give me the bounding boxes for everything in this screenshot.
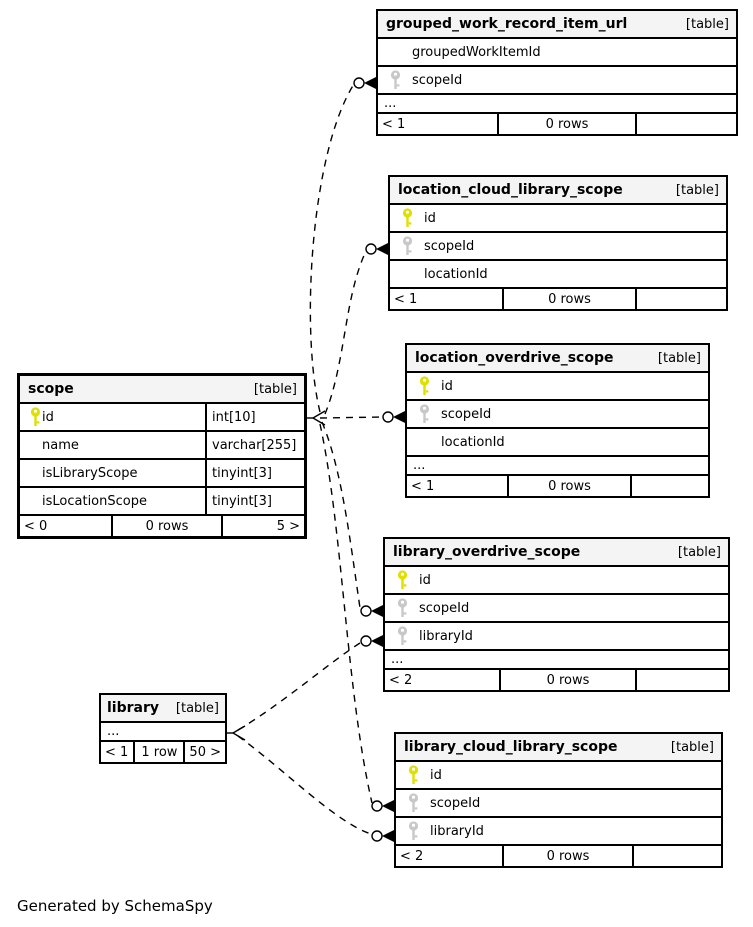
column-name: isLibraryScope bbox=[42, 465, 138, 481]
table-name: location_cloud_library_scope bbox=[398, 182, 623, 198]
more-columns-ellipsis: ... bbox=[407, 455, 708, 474]
footer-parents: 50 > bbox=[183, 742, 225, 762]
column-type: tinyint[3] bbox=[205, 460, 304, 486]
table-footer bbox=[396, 844, 721, 866]
relationship-scope-library-overdrive-scope bbox=[322, 422, 383, 617]
footer-parents: 5 > bbox=[221, 516, 304, 536]
column-row bbox=[20, 486, 304, 514]
table-tag: [table] bbox=[175, 700, 219, 716]
table-footer bbox=[101, 740, 225, 762]
column-name: id bbox=[424, 210, 436, 226]
column-name: scopeId bbox=[412, 72, 463, 88]
table-name: library_cloud_library_scope bbox=[404, 739, 618, 755]
foreign-key-icon bbox=[385, 626, 419, 646]
column-name: locationId bbox=[441, 434, 505, 450]
table-name: grouped_work_record_item_url bbox=[386, 16, 628, 32]
footer-row-count: 0 rows bbox=[507, 476, 630, 496]
relationship-library-library-overdrive-scope bbox=[238, 635, 383, 730]
primary-key-icon bbox=[20, 407, 42, 427]
column-name: id bbox=[430, 767, 442, 783]
footer-row-count: 0 rows bbox=[502, 289, 635, 309]
table-footer bbox=[385, 668, 728, 690]
table-library-cloud-library-scope[interactable] bbox=[394, 732, 723, 868]
footer-children: < 1 bbox=[382, 116, 406, 132]
footer-parents bbox=[632, 846, 721, 866]
footer-children: < 1 bbox=[411, 478, 435, 494]
table-name: scope bbox=[28, 381, 74, 397]
footer-row-count: 0 rows bbox=[502, 846, 632, 866]
table-footer bbox=[390, 287, 726, 309]
table-header bbox=[385, 539, 728, 565]
column-row bbox=[20, 458, 304, 486]
footer-parents bbox=[630, 476, 708, 496]
primary-key-icon bbox=[385, 570, 419, 590]
footer-parents bbox=[635, 289, 726, 309]
column-row bbox=[407, 371, 708, 399]
column-row bbox=[390, 231, 726, 259]
column-row bbox=[385, 565, 728, 593]
foreign-key-icon bbox=[390, 236, 424, 256]
table-tag: [table] bbox=[675, 182, 719, 198]
footer-row-count: 0 rows bbox=[497, 114, 635, 134]
table-header bbox=[390, 177, 726, 203]
column-row bbox=[390, 203, 726, 231]
foreign-key-icon bbox=[378, 70, 412, 90]
foreign-key-icon bbox=[407, 404, 441, 424]
column-type: tinyint[3] bbox=[205, 488, 304, 514]
footer-row-count: 1 row bbox=[133, 742, 183, 762]
column-name: groupedWorkItemId bbox=[412, 44, 541, 60]
column-row bbox=[396, 816, 721, 844]
table-grouped-work-record-item-url[interactable] bbox=[376, 9, 738, 136]
footer-children: < 1 bbox=[394, 291, 418, 307]
table-tag: [table] bbox=[253, 381, 297, 397]
relationship-scope-location-overdrive-scope bbox=[320, 411, 405, 423]
footer-children: < 2 bbox=[389, 672, 413, 688]
footer-children: < 2 bbox=[400, 848, 424, 864]
footer-row-count: 0 rows bbox=[111, 516, 221, 536]
column-name: scopeId bbox=[441, 406, 492, 422]
table-name: library_overdrive_scope bbox=[393, 544, 581, 560]
table-name: library bbox=[107, 700, 160, 716]
table-header bbox=[378, 11, 736, 37]
generated-by-credit: Generated by SchemaSpy bbox=[17, 897, 213, 915]
table-tag: [table] bbox=[685, 16, 729, 32]
table-scope[interactable] bbox=[17, 373, 307, 539]
primary-key-icon bbox=[396, 765, 430, 785]
relationship-scope-location-cloud-library-scope bbox=[325, 243, 388, 414]
column-row bbox=[20, 402, 304, 430]
foreign-key-icon bbox=[396, 821, 430, 841]
table-tag: [table] bbox=[657, 350, 701, 366]
column-row bbox=[390, 259, 726, 287]
foreign-key-icon bbox=[385, 598, 419, 618]
table-footer bbox=[407, 474, 708, 496]
more-columns-ellipsis: ... bbox=[101, 721, 225, 740]
column-row bbox=[396, 760, 721, 788]
column-row bbox=[385, 621, 728, 649]
column-name: name bbox=[42, 437, 79, 453]
column-name: id bbox=[42, 409, 54, 425]
table-header bbox=[407, 345, 708, 371]
relationship-library-library-cloud-library-scope bbox=[238, 736, 394, 842]
table-location-cloud-library-scope[interactable] bbox=[388, 175, 728, 311]
column-row bbox=[407, 399, 708, 427]
footer-children: < 1 bbox=[105, 744, 129, 760]
column-row bbox=[407, 427, 708, 455]
column-name: locationId bbox=[424, 266, 488, 282]
column-row bbox=[378, 37, 736, 65]
footer-parents bbox=[635, 670, 728, 690]
column-name: scopeId bbox=[430, 795, 481, 811]
more-columns-ellipsis: ... bbox=[378, 93, 736, 112]
foreign-key-icon bbox=[396, 793, 430, 813]
table-header bbox=[101, 695, 225, 721]
column-name: libraryId bbox=[419, 628, 473, 644]
column-name: scopeId bbox=[424, 238, 475, 254]
column-name: libraryId bbox=[430, 823, 484, 839]
table-header bbox=[396, 734, 721, 760]
more-columns-ellipsis: ... bbox=[385, 649, 728, 668]
table-location-overdrive-scope[interactable] bbox=[405, 343, 710, 498]
column-name: id bbox=[441, 378, 453, 394]
table-footer bbox=[20, 514, 304, 536]
column-name: isLocationScope bbox=[42, 493, 147, 509]
column-type: int[10] bbox=[205, 404, 304, 430]
column-row bbox=[20, 430, 304, 458]
table-library-overdrive-scope[interactable] bbox=[383, 537, 730, 692]
table-tag: [table] bbox=[677, 544, 721, 560]
table-library[interactable] bbox=[99, 693, 227, 764]
primary-key-icon bbox=[407, 376, 441, 396]
footer-parents bbox=[635, 114, 736, 134]
relationship-scope-grouped-work-record-item-url bbox=[310, 77, 376, 412]
footer-children: < 0 bbox=[24, 518, 48, 534]
column-type: varchar[255] bbox=[205, 432, 304, 458]
column-row bbox=[385, 593, 728, 621]
column-row bbox=[378, 65, 736, 93]
table-footer bbox=[378, 112, 736, 134]
primary-key-icon bbox=[390, 208, 424, 228]
column-name: scopeId bbox=[419, 600, 470, 616]
table-name: location_overdrive_scope bbox=[415, 350, 614, 366]
footer-row-count: 0 rows bbox=[499, 670, 635, 690]
table-header bbox=[20, 376, 304, 402]
column-name: id bbox=[419, 572, 431, 588]
table-tag: [table] bbox=[670, 739, 714, 755]
column-row bbox=[396, 788, 721, 816]
